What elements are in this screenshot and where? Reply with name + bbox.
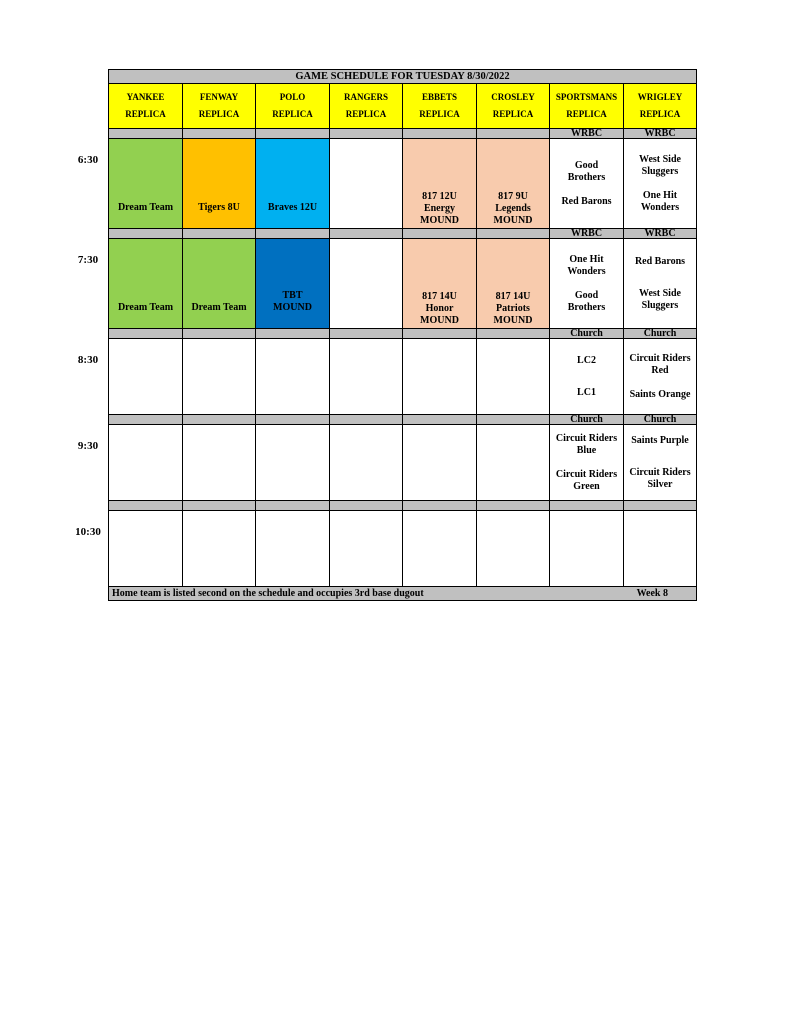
- team-label: Circuit Riders: [629, 352, 691, 364]
- location-label: [183, 129, 256, 139]
- location-label: [477, 329, 550, 339]
- location-label: [477, 229, 550, 239]
- team-label: MOUND: [273, 302, 312, 313]
- time-slot-row: [109, 139, 697, 229]
- location-label: WRBC: [550, 229, 624, 239]
- location-label: [403, 229, 477, 239]
- location-label: [256, 501, 330, 511]
- schedule-cell: [330, 339, 403, 415]
- location-label: [477, 415, 550, 425]
- team-label: Energy: [423, 203, 456, 214]
- team-label: MOUND: [493, 315, 533, 326]
- field-header-fenway: [183, 84, 256, 129]
- team-entry: [550, 290, 623, 314]
- team-label: One Hit: [642, 189, 678, 201]
- schedule-cell: [183, 339, 256, 415]
- schedule-cell: [330, 425, 403, 501]
- team-label: Dream Team: [117, 202, 174, 213]
- team-label: Dream Team: [191, 302, 247, 313]
- time-slot-row: [109, 511, 697, 587]
- team-entry: [550, 469, 623, 493]
- field-type: REPLICA: [345, 109, 387, 119]
- team-label: Wonders: [640, 201, 680, 213]
- team-label: West Side: [639, 153, 681, 165]
- location-label: [109, 229, 183, 239]
- location-label: [403, 501, 477, 511]
- schedule-cell: [477, 425, 550, 501]
- team-label: Sluggers: [641, 299, 679, 311]
- team-entry: [550, 196, 623, 208]
- location-label: WRBC: [624, 229, 697, 239]
- field-type: REPLICA: [272, 109, 313, 119]
- team-label: Dream Team: [117, 302, 174, 313]
- location-label: [330, 229, 403, 239]
- location-label: [109, 501, 183, 511]
- time-slot-row: [109, 425, 697, 501]
- location-label: [550, 501, 624, 511]
- schedule-cell: [550, 425, 624, 501]
- location-label: [403, 329, 477, 339]
- location-label: [109, 415, 183, 425]
- field-type: REPLICA: [419, 109, 460, 119]
- schedule-cell: [330, 239, 403, 329]
- location-label: [403, 415, 477, 425]
- location-label: [477, 501, 550, 511]
- location-label: [183, 501, 256, 511]
- field-header-sportsmans: [550, 84, 624, 129]
- schedule-cell: [477, 239, 550, 329]
- team-label: Sluggers: [641, 165, 679, 177]
- location-label: [183, 229, 256, 239]
- team-label: Blue: [576, 444, 597, 456]
- time-label: 8:30: [77, 353, 99, 366]
- schedule-cell: [256, 339, 330, 415]
- team-label: MOUND: [420, 315, 459, 326]
- team-label: Good: [574, 289, 599, 301]
- time-slot-row: [109, 339, 697, 415]
- slot-separator-row: [109, 129, 697, 139]
- team-label: Honor: [425, 303, 454, 314]
- field-name: WRIGLEY: [637, 92, 683, 102]
- schedule-cell: [624, 425, 697, 501]
- location-label: [256, 129, 330, 139]
- team-entry: [624, 389, 696, 401]
- schedule-cell: [550, 139, 624, 229]
- field-name: EBBETS: [421, 92, 458, 102]
- location-label: [403, 129, 477, 139]
- team-entry: [550, 355, 623, 367]
- schedule-cell: [183, 239, 256, 329]
- schedule-cell: [330, 139, 403, 229]
- team-label: One Hit: [569, 253, 604, 265]
- schedule-cell: [403, 339, 477, 415]
- schedule-cell: [109, 511, 183, 587]
- team-label: Red: [651, 364, 669, 376]
- schedule-cell: [550, 239, 624, 329]
- team-entry: [624, 256, 696, 268]
- team-label: Red Barons: [561, 195, 612, 207]
- team-label: Legends: [495, 203, 531, 214]
- team-label: Silver: [647, 478, 673, 490]
- location-label: Church: [550, 329, 624, 339]
- time-label: 10:30: [75, 525, 101, 538]
- field-name: CROSLEY: [491, 92, 535, 102]
- schedule-cell: [183, 425, 256, 501]
- field-name: RANGERS: [343, 92, 388, 102]
- schedule-cell: [256, 239, 330, 329]
- team-label: Tigers 8U: [198, 202, 240, 213]
- field-header-row: [109, 84, 697, 129]
- schedule-title: GAME SCHEDULE FOR TUESDAY 8/30/2022: [109, 70, 697, 84]
- location-label: Church: [624, 329, 697, 339]
- schedule-cell: [477, 511, 550, 587]
- team-label: Patriots: [496, 303, 530, 314]
- location-label: Church: [550, 415, 624, 425]
- field-header-wrigley: [624, 84, 697, 129]
- schedule-cell: [624, 511, 697, 587]
- team-entry: [550, 433, 623, 457]
- team-entry: [550, 254, 623, 278]
- team-entry: [550, 387, 623, 399]
- team-entry: [624, 353, 696, 377]
- schedule-cell: [109, 139, 183, 229]
- schedule-cell: [256, 139, 330, 229]
- schedule-cell: [550, 511, 624, 587]
- team-entry: [624, 467, 696, 491]
- location-label: [109, 129, 183, 139]
- team-label: Saints Purple: [631, 434, 689, 446]
- team-label: Circuit Riders: [629, 466, 691, 478]
- location-label: [256, 415, 330, 425]
- schedule-table: [108, 69, 697, 601]
- slot-separator-row: [109, 415, 697, 425]
- field-type: REPLICA: [492, 109, 534, 119]
- field-header-polo: [256, 84, 330, 129]
- team-label: LC1: [577, 386, 596, 398]
- team-label: West Side: [639, 287, 681, 299]
- field-name: POLO: [279, 92, 306, 102]
- team-label: 817 9U: [498, 191, 528, 202]
- schedule-cell: [109, 239, 183, 329]
- schedule-cell: [403, 139, 477, 229]
- time-slot-row: [109, 239, 697, 329]
- team-entry: [624, 190, 696, 214]
- team-label: LC2: [577, 354, 596, 366]
- team-label: Green: [573, 480, 600, 492]
- location-label: [256, 229, 330, 239]
- team-entry: [624, 435, 696, 447]
- field-type: REPLICA: [198, 109, 240, 119]
- field-name: FENWAY: [199, 92, 239, 102]
- location-label: Church: [624, 415, 697, 425]
- location-label: [330, 129, 403, 139]
- team-label: Wonders: [567, 265, 606, 277]
- schedule-cell: [477, 139, 550, 229]
- team-label: 817 14U: [422, 291, 457, 302]
- team-label: Red Barons: [634, 255, 686, 267]
- schedule-cell: [256, 425, 330, 501]
- team-label: MOUND: [493, 215, 533, 226]
- schedule-cell: [550, 339, 624, 415]
- team-label: Brothers: [567, 301, 606, 313]
- schedule-cell: [477, 339, 550, 415]
- location-label: [183, 329, 256, 339]
- schedule-cell: [330, 511, 403, 587]
- schedule-cell: [624, 239, 697, 329]
- location-label: [183, 415, 256, 425]
- field-header-crosley: [477, 84, 550, 129]
- slot-separator-row: [109, 229, 697, 239]
- location-label: [109, 329, 183, 339]
- schedule-cell: [403, 425, 477, 501]
- team-entry: [624, 154, 696, 178]
- field-type: REPLICA: [639, 109, 681, 119]
- location-label: WRBC: [624, 129, 697, 139]
- team-label: Saints Orange: [629, 388, 691, 400]
- schedule-cell: [403, 239, 477, 329]
- field-name: YANKEE: [126, 92, 165, 102]
- field-header-yankee: [109, 84, 183, 129]
- team-label: Circuit Riders: [555, 468, 618, 480]
- footer-cell: [109, 587, 697, 601]
- week-label: Week 8: [636, 587, 668, 599]
- location-label: WRBC: [550, 129, 624, 139]
- location-label: [256, 329, 330, 339]
- team-label: TBT: [282, 290, 303, 301]
- field-type: REPLICA: [125, 109, 166, 119]
- field-name: SPORTSMANS: [555, 92, 618, 102]
- location-label: [477, 129, 550, 139]
- time-label: 7:30: [77, 253, 99, 266]
- team-label: Braves 12U: [267, 202, 318, 213]
- location-label: [624, 501, 697, 511]
- team-label: Good: [574, 159, 599, 171]
- slot-separator-row: [109, 501, 697, 511]
- time-label: 9:30: [77, 439, 99, 452]
- field-header-rangers: [330, 84, 403, 129]
- field-type: REPLICA: [566, 109, 607, 119]
- team-label: Circuit Riders: [555, 432, 618, 444]
- team-label: 817 12U: [422, 191, 457, 202]
- schedule-cell: [183, 139, 256, 229]
- field-header-ebbets: [403, 84, 477, 129]
- footer-note: Home team is listed second on the schedule and occupies 3rd base dugout: [112, 587, 424, 599]
- team-entry: [550, 160, 623, 184]
- schedule-cell: [624, 139, 697, 229]
- time-label: 6:30: [77, 153, 99, 166]
- team-label: 817 14U: [495, 291, 531, 302]
- schedule-cell: [109, 425, 183, 501]
- schedule-cell: [403, 511, 477, 587]
- footer-row: [109, 587, 697, 601]
- schedule-cell: [624, 339, 697, 415]
- location-label: [330, 501, 403, 511]
- schedule-cell: [256, 511, 330, 587]
- location-label: [330, 329, 403, 339]
- schedule-cell: [183, 511, 256, 587]
- slot-separator-row: [109, 329, 697, 339]
- schedule-cell: [109, 339, 183, 415]
- title-row: [109, 70, 697, 84]
- team-label: Brothers: [567, 171, 606, 183]
- team-label: MOUND: [420, 215, 459, 226]
- location-label: [330, 415, 403, 425]
- team-entry: [624, 288, 696, 312]
